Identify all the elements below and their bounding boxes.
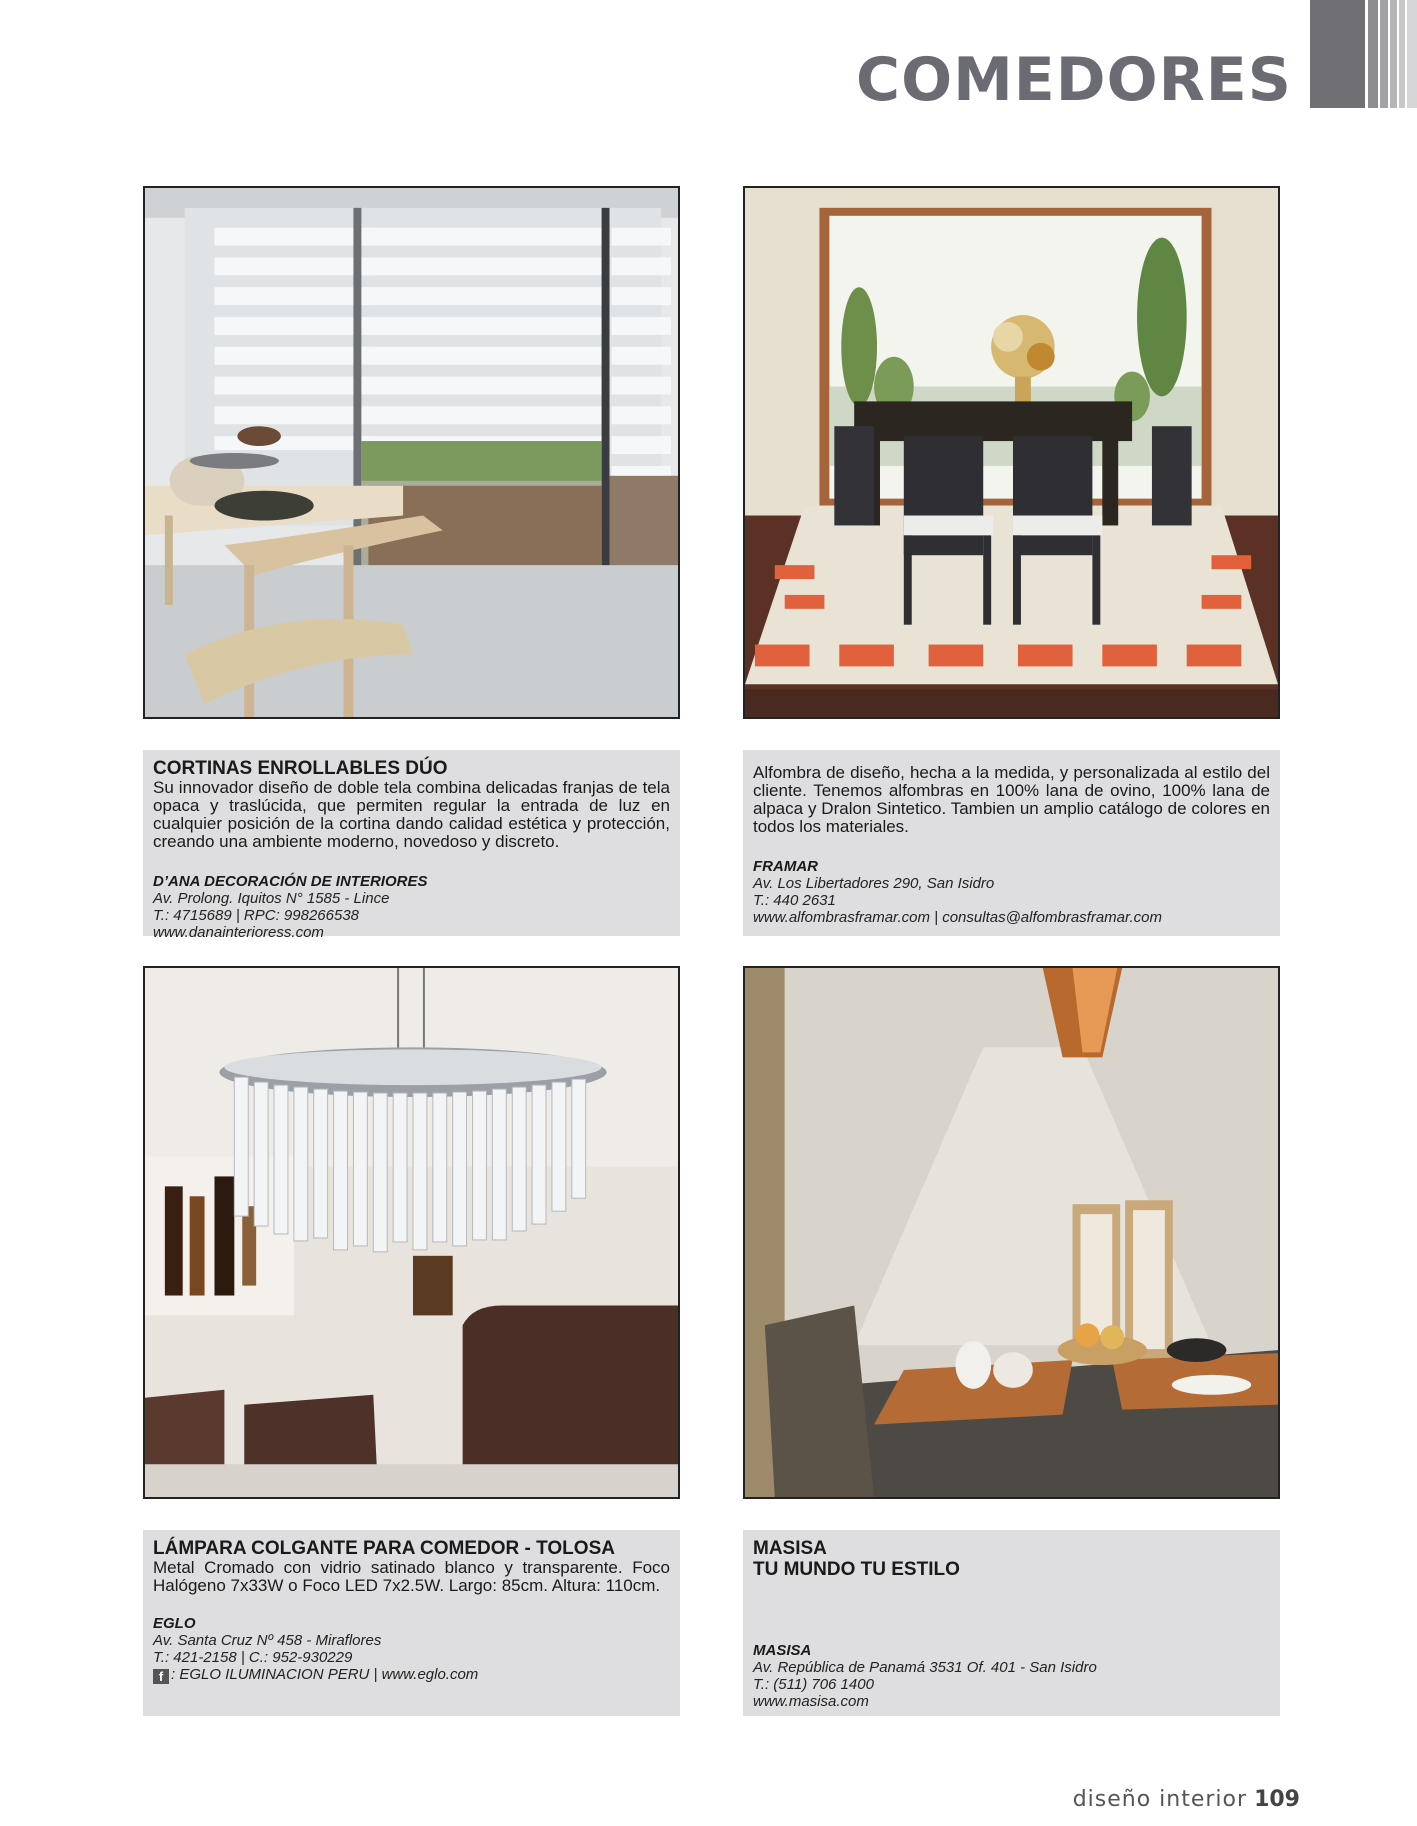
product-description: Metal Cromado con vidrio satinado blanco y transparente. Foco Halógeno 7x33W o Foco LED 7x2.5W. Largo: 85cm. Altura: 110cm. — [153, 1558, 670, 1595]
facebook-icon: f — [153, 1669, 169, 1684]
caption-lampara — [143, 1530, 680, 1716]
company-phone: T.: (511) 706 1400 — [753, 1676, 874, 1693]
company-website[interactable]: www.alfombrasframar.com | consultas@alfombrasframar.com — [753, 909, 1162, 926]
company-address: Av. Prolong. Iquitos N° 1585 - Lince — [153, 890, 390, 907]
page-footer — [1073, 1787, 1300, 1812]
company-social[interactable] — [153, 1666, 670, 1684]
section-title: COMEDORES — [856, 45, 1292, 115]
product-title: LÁMPARA COLGANTE PARA COMEDOR - TOLOSA — [153, 1538, 615, 1559]
header-stripes-decoration — [1310, 0, 1417, 108]
company-name: EGLO — [153, 1615, 196, 1632]
product-title: CORTINAS ENROLLABLES DÚO — [153, 758, 448, 779]
company-phone: T.: 421-2158 | C.: 952-930229 — [153, 1649, 353, 1666]
photo-wall-lamp-table — [743, 966, 1280, 1499]
photo-roller-blinds — [143, 186, 680, 719]
company-website[interactable]: www.masisa.com — [753, 1693, 869, 1710]
company-phone: T.: 440 2631 — [753, 892, 836, 909]
company-name: D’ANA DECORACIÓN DE INTERIORES — [153, 873, 428, 890]
product-subtitle: TU MUNDO TU ESTILO — [753, 1559, 960, 1580]
product-description: Su innovador diseño de doble tela combina delicadas franjas de tela opaca y traslúcida, que permiten regular la entrada de luz en cualquier posición de la cortina dando calidad estética y protección, creando una ambiente moderno, novedoso y discreto. — [153, 778, 670, 851]
photo-pendant-lamp — [143, 966, 680, 1499]
product-title: MASISA — [753, 1538, 827, 1559]
page-number: 109 — [1254, 1787, 1300, 1812]
caption-masisa — [743, 1530, 1280, 1716]
company-address: Av. Santa Cruz Nº 458 - Miraflores — [153, 1632, 382, 1649]
caption-alfombra — [743, 750, 1280, 936]
company-address: Av. República de Panamá 3531 Of. 401 - San Isidro — [753, 1659, 1097, 1676]
magazine-name: diseño interior — [1072, 1787, 1248, 1812]
company-phone: T.: 4715689 | RPC: 998266538 — [153, 907, 360, 924]
company-address: Av. Los Libertadores 290, San Isidro — [753, 875, 995, 892]
social-text: : EGLO ILUMINACION PERU | www.eglo.com — [171, 1666, 479, 1683]
company-name: FRAMAR — [753, 858, 818, 875]
product-description: Alfombra de diseño, hecha a la medida, y personalizada al estilo del cliente. Tenemos alfombras en 100% lana de ovino, 100% lana de alpaca y Dralon Sintetico. Tambien un amplio catálogo de colores en todos los materiales. — [753, 763, 1270, 836]
photo-rug-dining — [743, 186, 1280, 719]
caption-cortinas — [143, 750, 680, 941]
company-website[interactable]: www.danainterioress.com — [153, 924, 324, 941]
company-name: MASISA — [753, 1642, 812, 1659]
